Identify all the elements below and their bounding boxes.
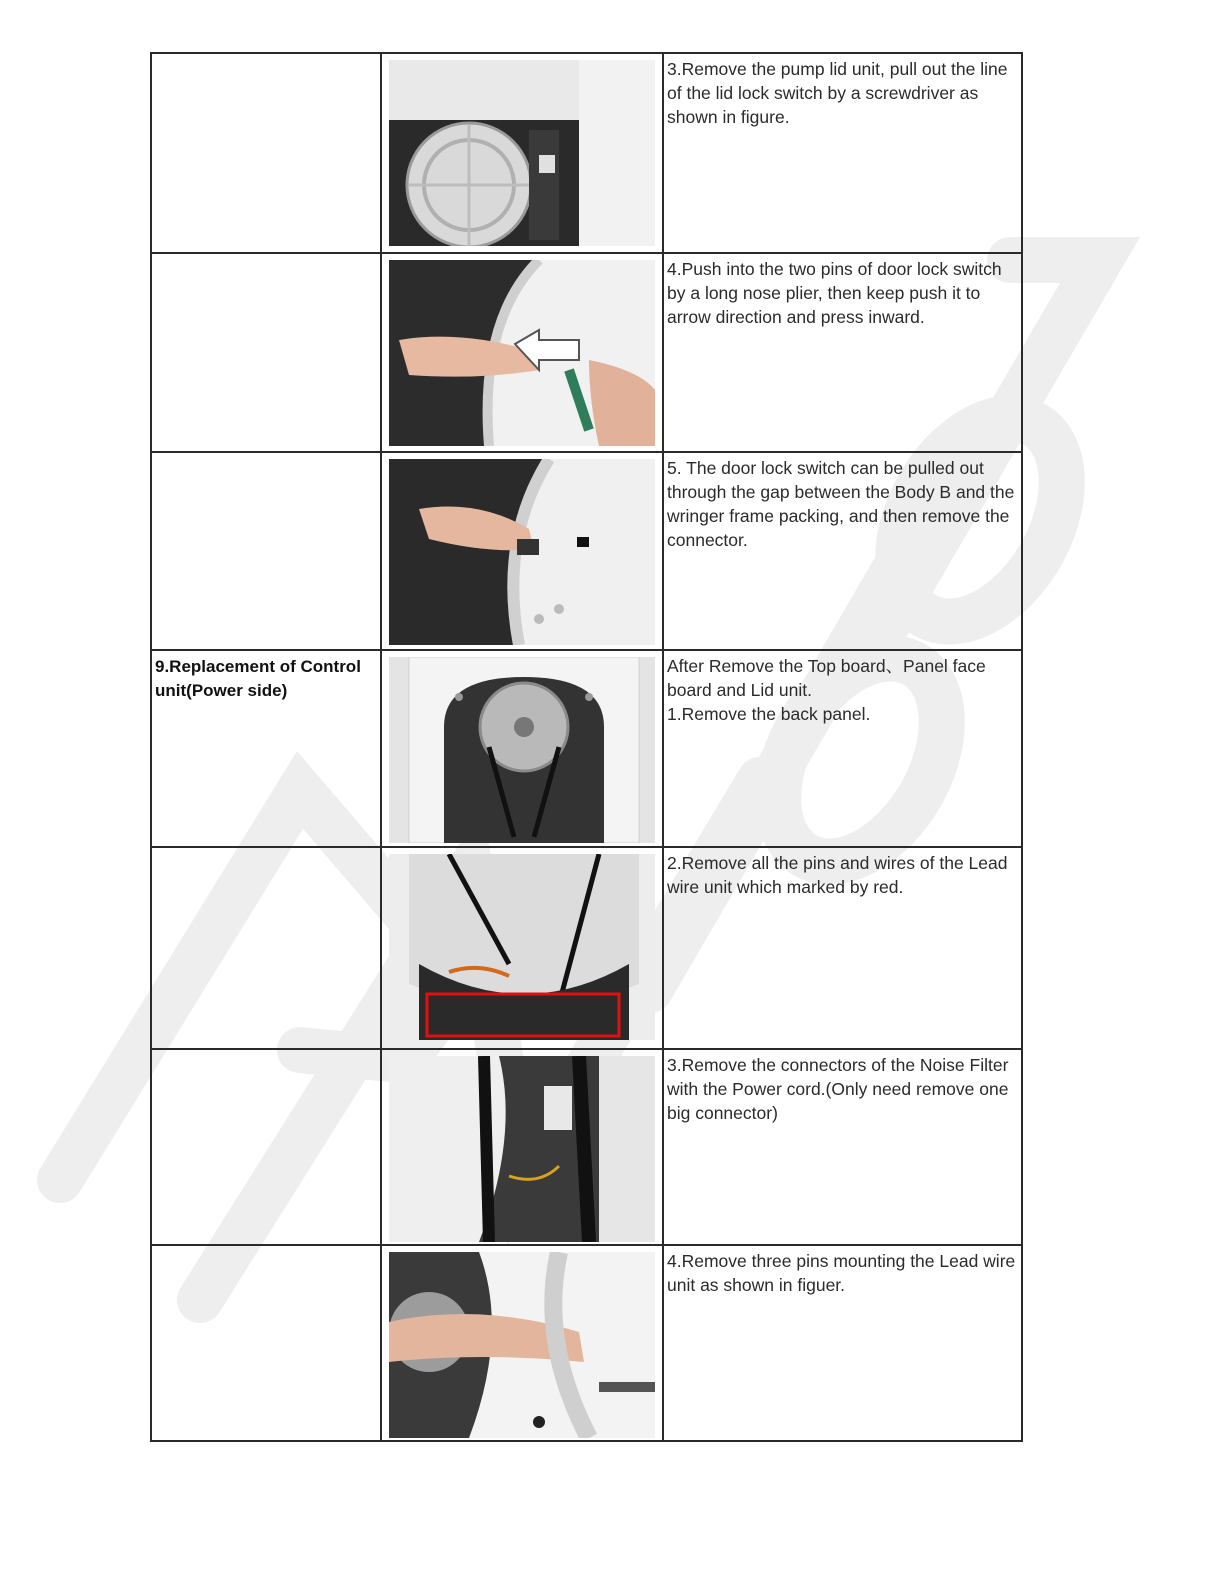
table-row [151,452,1022,650]
step-image-cell [381,847,663,1049]
step-image-cell [381,1049,663,1245]
step-title-cell [151,53,381,253]
step-text-cell [663,1245,1022,1441]
door-lock-connector-photo [389,459,655,645]
step-text: 4.Push into the two pins of door lock switch by a long nose plier, then keep push it to arrow direction and press inward. [667,259,1002,327]
step-text-cell [663,452,1022,650]
step-image-cell [381,452,663,650]
pump-lid-photo [389,60,655,246]
step-image-cell [381,253,663,452]
step-title-cell [151,650,381,847]
table-row [151,53,1022,253]
noise-filter-photo [389,1056,655,1242]
mounting-pins-photo [389,1252,655,1438]
table-row [151,847,1022,1049]
step-text: 4.Remove three pins mounting the Lead wire unit as shown in figuer. [667,1251,1016,1295]
procedure-table [150,52,1023,1442]
step-text: After Remove the Top board、Panel face board and Lid unit. 1.Remove the back panel. [667,656,986,724]
step-text-cell [663,1049,1022,1245]
step-image-cell [381,650,663,847]
step-image-cell [381,53,663,253]
step-title-cell [151,452,381,650]
step-title-cell [151,1245,381,1441]
step-image-cell [381,1245,663,1441]
step-title-cell [151,847,381,1049]
table-row [151,1049,1022,1245]
door-lock-plier-photo [389,260,655,446]
table-row [151,650,1022,847]
step-text: 2.Remove all the pins and wires of the Lead wire unit which marked by red. [667,853,1008,897]
step-title-cell [151,1049,381,1245]
step-text-cell [663,253,1022,452]
step-text: 3.Remove the pump lid unit, pull out the line of the lid lock switch by a screwdriver as shown in figure. [667,59,1008,127]
back-panel-photo [389,657,655,843]
step-text-cell [663,847,1022,1049]
lead-wire-photo [389,854,655,1040]
step-text-cell [663,650,1022,847]
step-text: 3.Remove the connectors of the Noise Filter with the Power cord.(Only need remove one big connector) [667,1055,1009,1123]
table-row [151,1245,1022,1441]
section-title: 9.Replacement of Control unit(Power side) [155,657,361,700]
step-text: 5. The door lock switch can be pulled out through the gap between the Body B and the wringer frame packing, and then remove the connector. [667,458,1015,550]
step-text-cell [663,53,1022,253]
table-row [151,253,1022,452]
step-title-cell [151,253,381,452]
